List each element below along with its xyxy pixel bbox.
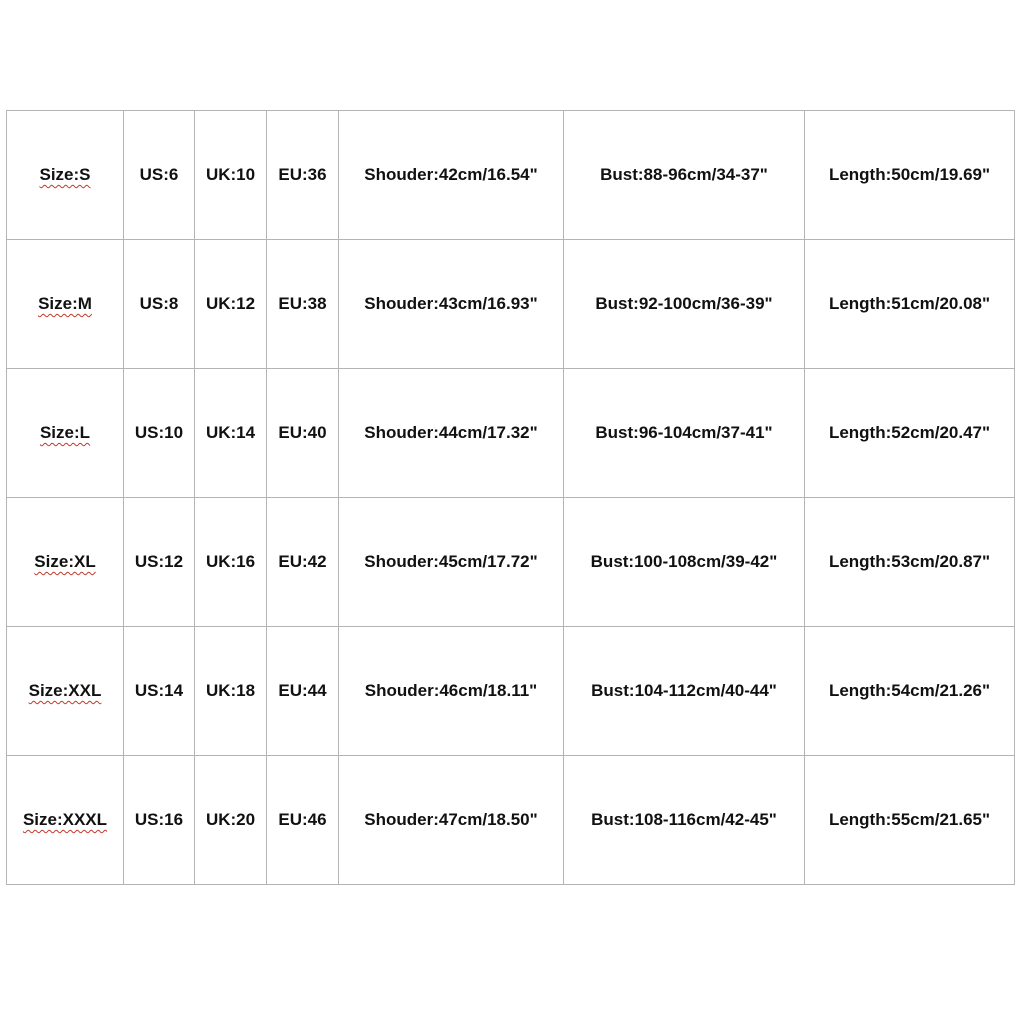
length-cell-text: Length:55cm/21.65" [828, 810, 991, 829]
bust-cell-text: Bust:96-104cm/37-41" [595, 423, 773, 442]
us-size-cell [124, 111, 195, 240]
uk-size-cell [195, 369, 267, 498]
bust-cell-text: Bust:108-116cm/42-45" [591, 810, 777, 829]
eu-size-cell-text: EU:38 [278, 294, 327, 313]
eu-size-cell [267, 240, 339, 369]
size-cell [7, 627, 124, 756]
eu-size-cell-text: EU:46 [278, 810, 327, 829]
shoulder-cell-text: Shouder:43cm/16.93" [364, 294, 538, 313]
shoulder-cell [339, 756, 564, 885]
us-size-cell-text: US:8 [139, 294, 179, 313]
bust-cell-text: Bust:104-112cm/40-44" [591, 681, 777, 700]
table-row [7, 369, 1015, 498]
bust-cell-text: Bust:100-108cm/39-42" [590, 552, 778, 571]
size-cell [7, 240, 124, 369]
us-size-cell-text: US:12 [134, 552, 184, 571]
us-size-cell-text: US:10 [134, 423, 184, 442]
uk-size-cell [195, 627, 267, 756]
uk-size-cell [195, 756, 267, 885]
size-cell [7, 498, 124, 627]
length-cell [805, 369, 1015, 498]
table-row [7, 627, 1015, 756]
length-cell [805, 498, 1015, 627]
bust-cell [564, 627, 805, 756]
shoulder-cell-text: Shouder:47cm/18.50" [364, 810, 538, 829]
length-cell [805, 627, 1015, 756]
us-size-cell [124, 498, 195, 627]
size-chart-body [7, 111, 1015, 885]
uk-size-cell-text: UK:14 [205, 423, 256, 442]
shoulder-cell [339, 498, 564, 627]
length-cell-text: Length:52cm/20.47" [828, 423, 991, 442]
size-cell [7, 111, 124, 240]
shoulder-cell [339, 627, 564, 756]
length-cell [805, 240, 1015, 369]
size-cell-text: Size:M [38, 294, 92, 313]
table-row [7, 756, 1015, 885]
shoulder-cell-text: Shouder:45cm/17.72" [364, 552, 538, 571]
uk-size-cell-text: UK:10 [205, 165, 256, 184]
size-cell-text: Size:XXL [28, 681, 102, 700]
eu-size-cell [267, 111, 339, 240]
eu-size-cell [267, 756, 339, 885]
length-cell-text: Length:50cm/19.69" [828, 165, 991, 184]
eu-size-cell-text: EU:42 [278, 552, 327, 571]
size-cell [7, 756, 124, 885]
table-row [7, 498, 1015, 627]
length-cell-text: Length:51cm/20.08" [828, 294, 991, 313]
bust-cell [564, 240, 805, 369]
us-size-cell-text: US:14 [134, 681, 184, 700]
shoulder-cell-text: Shouder:44cm/17.32" [364, 423, 538, 442]
bust-cell-text: Bust:88-96cm/34-37" [600, 165, 768, 184]
bust-cell [564, 498, 805, 627]
length-cell-text: Length:53cm/20.87" [828, 552, 991, 571]
eu-size-cell-text: EU:36 [278, 165, 327, 184]
shoulder-cell [339, 111, 564, 240]
eu-size-cell-text: EU:44 [278, 681, 327, 700]
table-row [7, 240, 1015, 369]
length-cell-text: Length:54cm/21.26" [828, 681, 991, 700]
size-cell-text: Size:XXXL [22, 810, 108, 829]
us-size-cell [124, 627, 195, 756]
uk-size-cell-text: UK:18 [205, 681, 256, 700]
us-size-cell [124, 369, 195, 498]
uk-size-cell-text: UK:12 [205, 294, 256, 313]
bust-cell [564, 111, 805, 240]
bust-cell-text: Bust:92-100cm/36-39" [595, 294, 773, 313]
size-cell-text: Size:L [39, 423, 91, 442]
bust-cell [564, 369, 805, 498]
eu-size-cell [267, 498, 339, 627]
uk-size-cell [195, 111, 267, 240]
eu-size-cell [267, 627, 339, 756]
uk-size-cell-text: UK:20 [205, 810, 256, 829]
length-cell [805, 111, 1015, 240]
eu-size-cell [267, 369, 339, 498]
shoulder-cell-text: Shouder:42cm/16.54" [364, 165, 538, 184]
uk-size-cell [195, 498, 267, 627]
eu-size-cell-text: EU:40 [278, 423, 327, 442]
shoulder-cell [339, 240, 564, 369]
us-size-cell [124, 756, 195, 885]
uk-size-cell [195, 240, 267, 369]
us-size-cell [124, 240, 195, 369]
shoulder-cell-text: Shouder:46cm/18.11" [364, 681, 538, 700]
us-size-cell-text: US:6 [139, 165, 179, 184]
table-row [7, 111, 1015, 240]
us-size-cell-text: US:16 [134, 810, 184, 829]
uk-size-cell-text: UK:16 [205, 552, 256, 571]
bust-cell [564, 756, 805, 885]
size-chart-table [6, 110, 1015, 885]
size-cell-text: Size:S [39, 165, 91, 184]
shoulder-cell [339, 369, 564, 498]
length-cell [805, 756, 1015, 885]
size-cell [7, 369, 124, 498]
size-cell-text: Size:XL [34, 552, 96, 571]
